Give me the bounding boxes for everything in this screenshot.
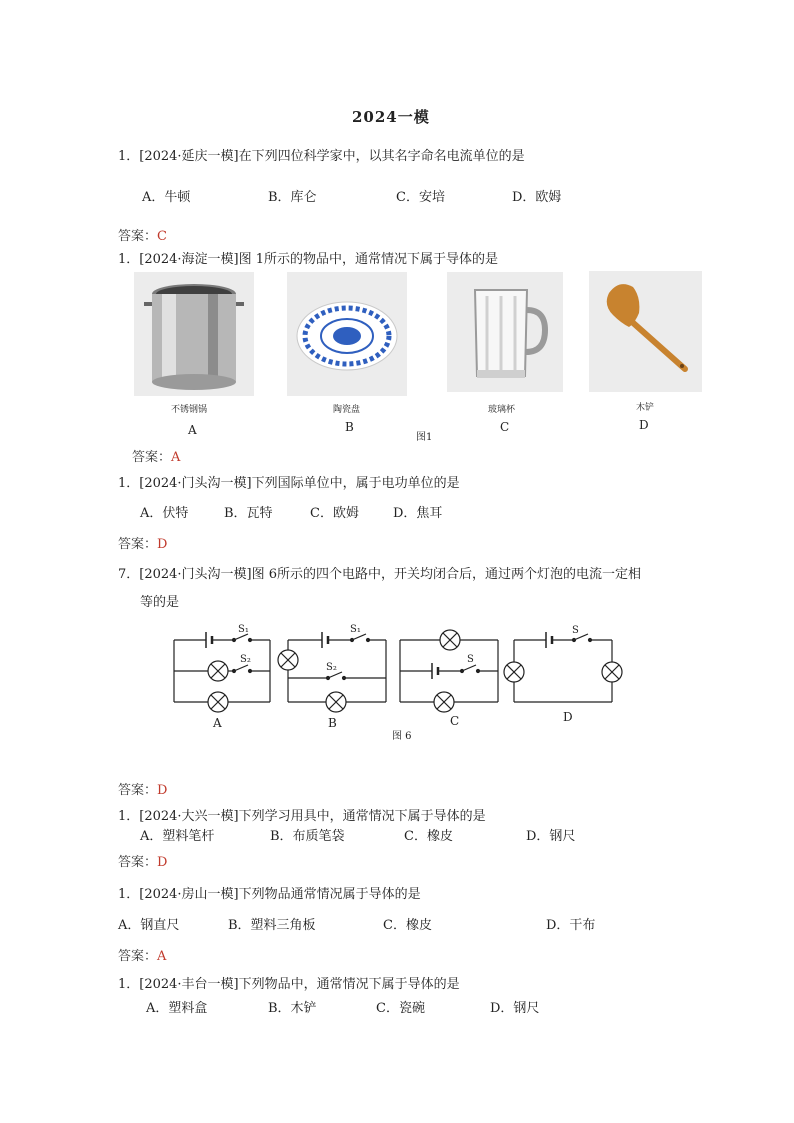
figure-label-6: 图 6 bbox=[392, 731, 412, 742]
option-d: D．钢尺 bbox=[526, 829, 576, 844]
question-stem-4-line1: 7．[2024·门头沟一模]图 6所示的四个电路中，开关均闭合后，通过两个灯泡的电流一定相 bbox=[118, 567, 642, 582]
option-a: A．伏特 bbox=[140, 506, 189, 521]
circuit-c bbox=[400, 630, 498, 712]
option-a: A．牛顿 bbox=[142, 190, 191, 205]
letter-a: A bbox=[213, 716, 222, 730]
switch-label-s1: S₁ bbox=[238, 624, 249, 635]
option-b: B．布质笔袋 bbox=[270, 829, 345, 844]
steel-pot-image bbox=[134, 272, 254, 396]
page-title: 2024一模 bbox=[352, 108, 430, 126]
question-stem-4-line2: 等的是 bbox=[140, 595, 180, 610]
switch-label-s1: S₁ bbox=[350, 624, 361, 635]
option-c: C．欧姆 bbox=[310, 506, 359, 521]
option-a: A．钢直尺 bbox=[118, 918, 180, 933]
option-b: B．塑料三角板 bbox=[228, 918, 316, 933]
letter-d: D bbox=[563, 710, 573, 724]
letter-c: C bbox=[500, 420, 510, 434]
caption-b: 陶瓷盘 bbox=[333, 405, 361, 415]
option-b: B．瓦特 bbox=[224, 506, 273, 521]
letter-d: D bbox=[639, 418, 649, 432]
circuit-a bbox=[174, 632, 270, 712]
letter-c: C bbox=[450, 714, 460, 728]
answer-1: 答案：C bbox=[118, 229, 167, 244]
figure-label-1: 图1 bbox=[416, 432, 433, 443]
question-stem-7: 1．[2024·丰台一模]下列物品中，通常情况下属于导体的是 bbox=[118, 977, 460, 992]
question-stem-2: 1．[2024·海淀一模]图 1所示的物品中，通常情况下属于导体的是 bbox=[118, 252, 499, 267]
option-d: D．干布 bbox=[546, 918, 596, 933]
option-c: C．橡皮 bbox=[404, 829, 453, 844]
caption-d: 木铲 bbox=[636, 403, 655, 413]
option-c: C．瓷碗 bbox=[376, 1001, 425, 1016]
switch-label-s2: S₂ bbox=[240, 654, 251, 665]
option-a: A．塑料盒 bbox=[146, 1001, 208, 1016]
answer-5: 答案：D bbox=[118, 855, 168, 870]
switch-label-s: S bbox=[572, 625, 579, 636]
answer-6: 答案：A bbox=[118, 949, 167, 964]
option-d: D．焦耳 bbox=[393, 506, 443, 521]
answer-3: 答案：D bbox=[118, 537, 168, 552]
switch-label-s2: S₂ bbox=[326, 662, 337, 673]
answer-4: 答案：D bbox=[118, 783, 168, 798]
ceramic-plate-image bbox=[287, 272, 407, 396]
answer-2: 答案：A bbox=[132, 450, 181, 465]
circuit-d bbox=[504, 632, 622, 702]
glass-cup-image bbox=[447, 272, 563, 392]
letter-a: A bbox=[188, 423, 197, 437]
caption-a: 不锈钢锅 bbox=[171, 405, 208, 415]
option-a: A．塑料笔杆 bbox=[140, 829, 215, 844]
option-d: D．欧姆 bbox=[512, 190, 562, 205]
wooden-spatula-image bbox=[589, 271, 702, 392]
option-b: B．木铲 bbox=[268, 1001, 317, 1016]
option-d: D．钢尺 bbox=[490, 1001, 540, 1016]
switch-label-s: S bbox=[467, 654, 474, 665]
option-b: B．库仑 bbox=[268, 190, 317, 205]
circuit-figure bbox=[160, 620, 640, 750]
caption-c: 玻璃杯 bbox=[488, 405, 516, 415]
option-c: C．橡皮 bbox=[383, 918, 432, 933]
option-c: C．安培 bbox=[396, 190, 445, 205]
question-stem-1: 1．[2024·延庆一模]在下列四位科学家中，以其名字命名电流单位的是 bbox=[118, 149, 525, 164]
question-stem-3: 1．[2024·门头沟一模]下列国际单位中，属于电功单位的是 bbox=[118, 476, 460, 491]
letter-b: B bbox=[345, 420, 354, 434]
question-stem-5: 1．[2024·大兴一模]下列学习用具中，通常情况下属于导体的是 bbox=[118, 809, 486, 824]
question-stem-6: 1．[2024·房山一模]下列物品通常情况属于导体的是 bbox=[118, 887, 421, 902]
letter-b: B bbox=[328, 716, 337, 730]
